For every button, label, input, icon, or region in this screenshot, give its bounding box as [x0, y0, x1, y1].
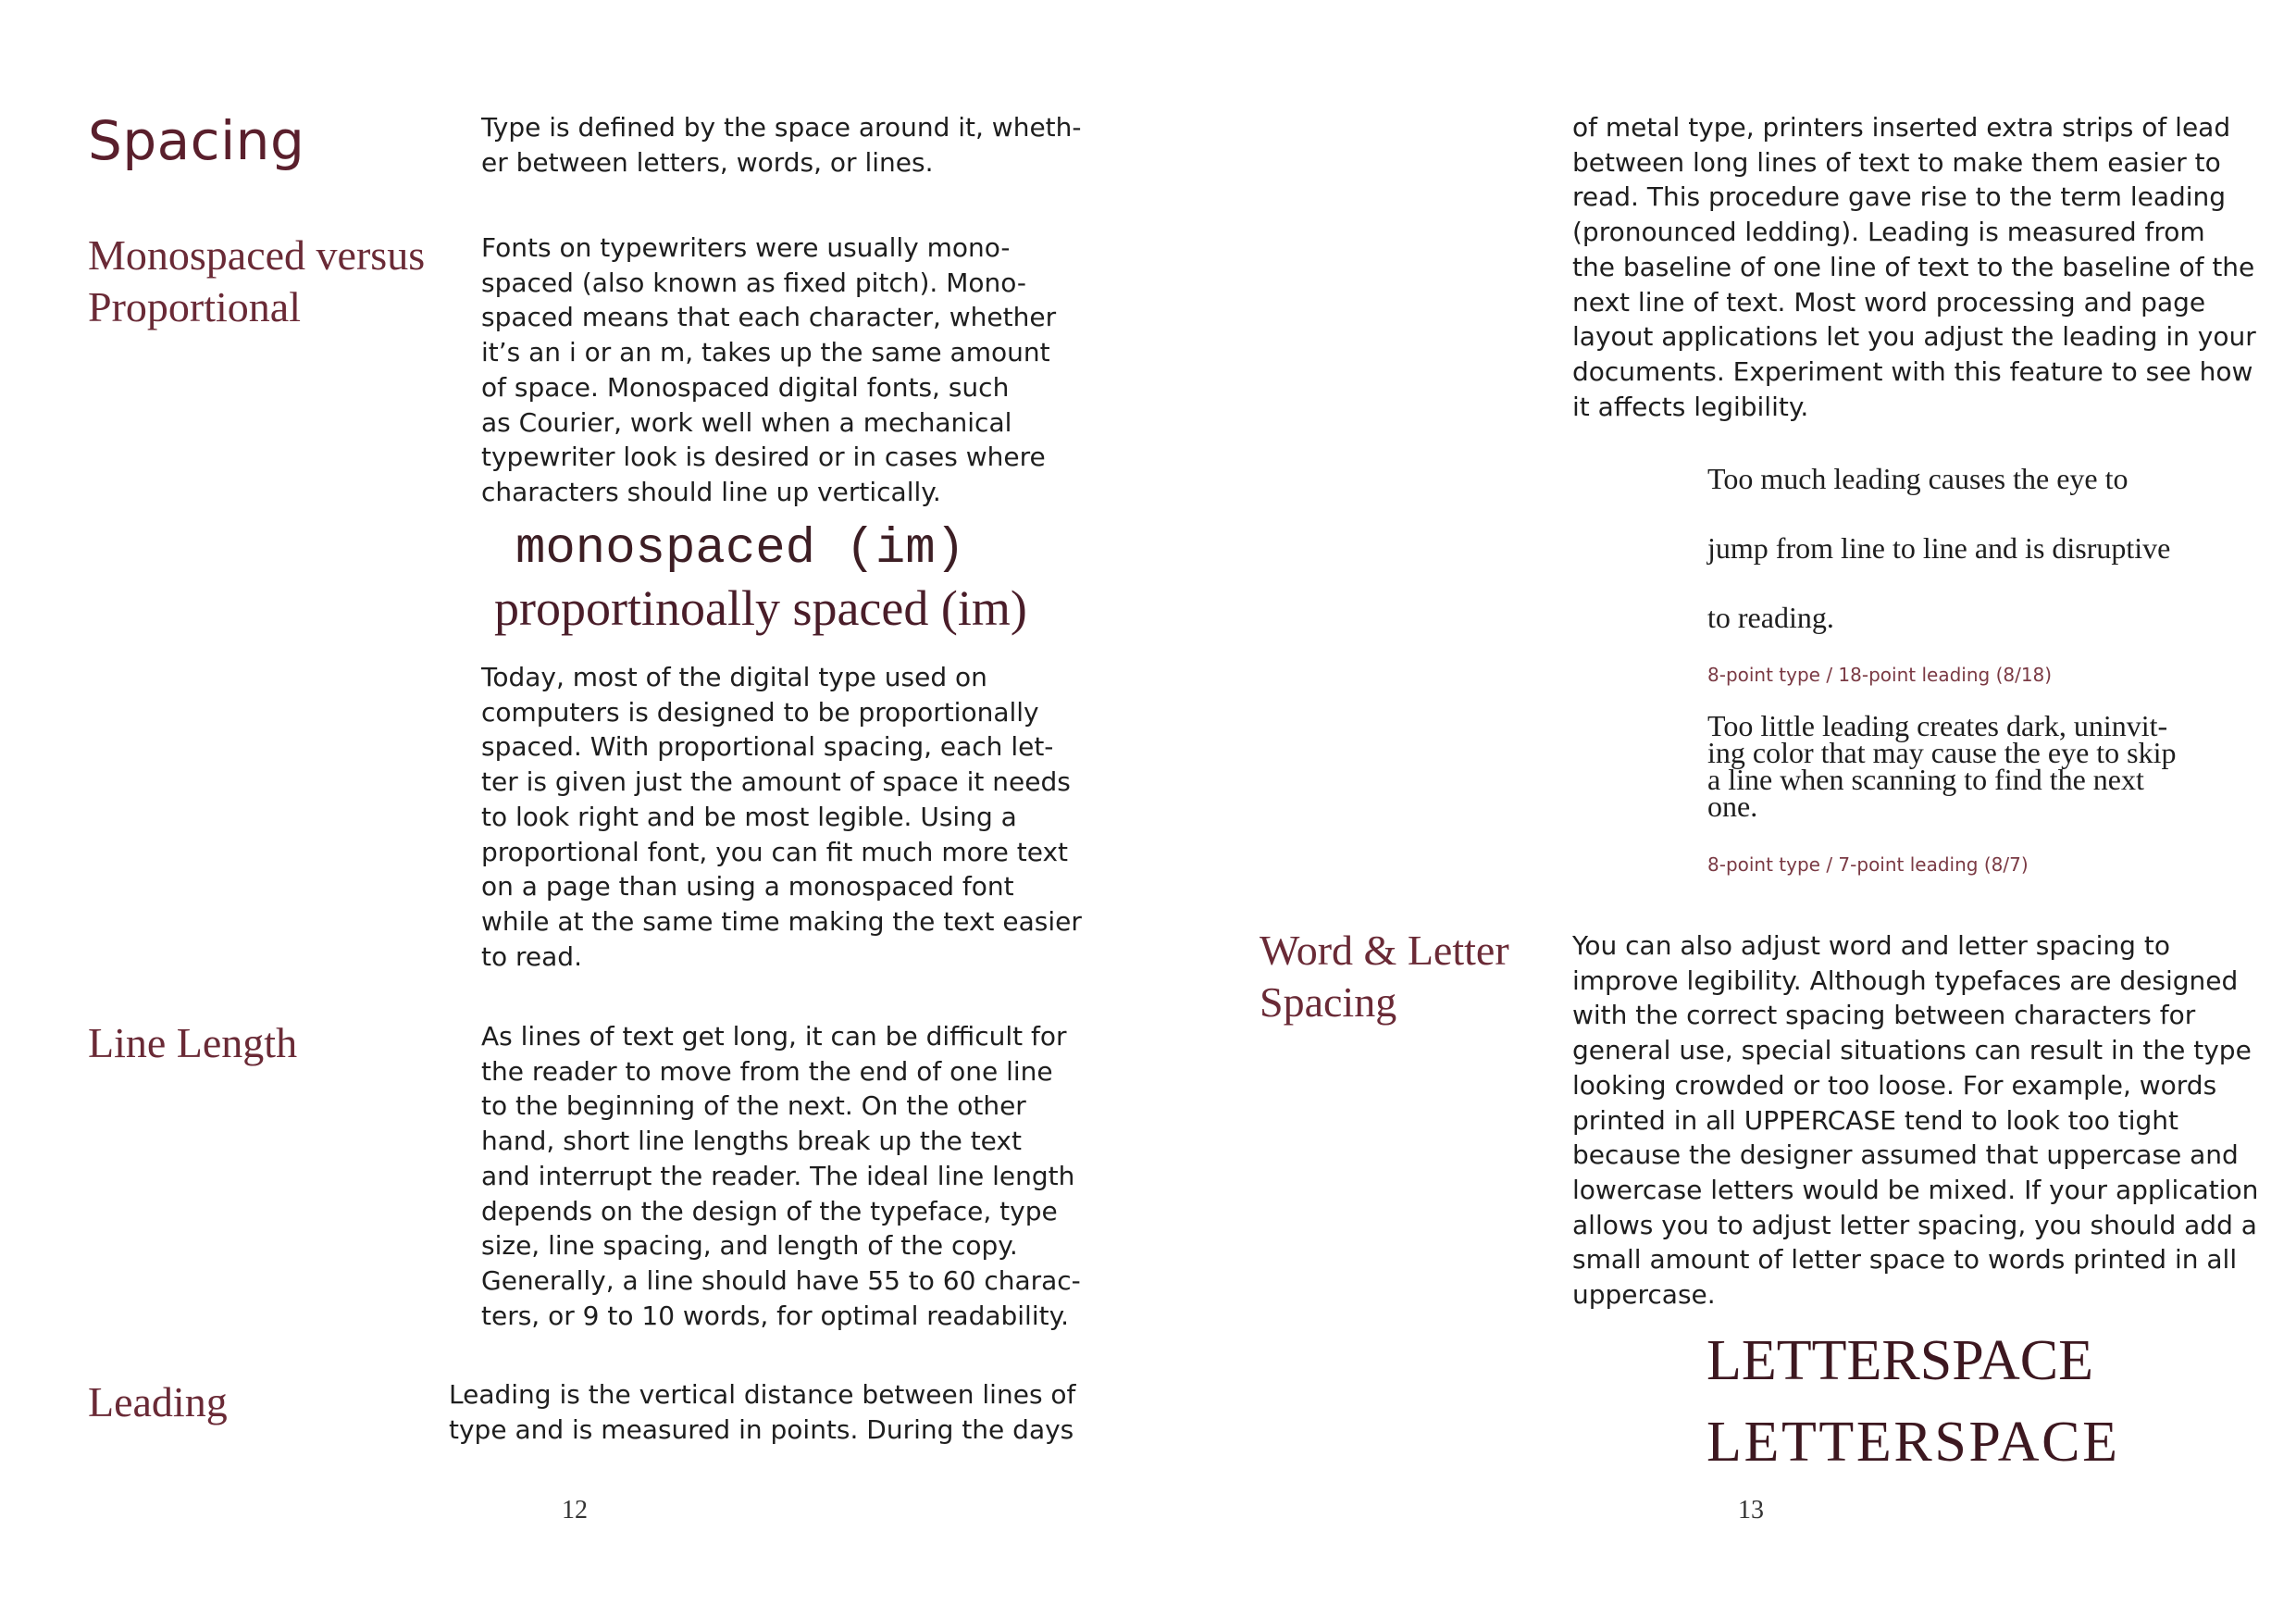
leading-continued-paragraph: of metal type, printers inserted extra strips of lead between long lines of text to make them easier to read. This procedure gave rise to the term leading (pronounced ledding). Leading is measured from the baseline of one line of text to the baseline of the next line of text. Most word processing and page layout applications let you adjust the leading in your documents. Experiment with this feature to see how it affects legibility. [1572, 112, 2256, 422]
tight-leading-caption: 8-point type / 7-point leading (8/7) [1707, 853, 2029, 876]
heading-monospaced-vs-proportional: Monospaced versus Proportional [88, 231, 426, 330]
proportional-paragraph: Today, most of the digital type used on computers is designed to be proportionally spaced. With proportional spacing, each let- ter is given just the amount of space it needs to look right and be most legible. Using a proportional font, you can fit much more text on a page than using a monospaced font while at the same time making the text easier to read. [481, 662, 1082, 972]
page-title: Spacing [88, 109, 305, 172]
heading-word-letter-spacing: Word & Letter Spacing [1260, 927, 1509, 1026]
loose-leading-example: Too much leading causes the eye to jump from line to line and is disruptive to reading. [1707, 462, 2171, 634]
word-letter-paragraph: You can also adjust word and letter spacing to improve legibility. Although typefaces are designed with the correct spacing between characters for general use, special situations can result in the type looking crowded or too loose. For example, words printed in all UPPERCASE tend to look too tight because the designer assumed that uppercase and lowercase letters would be mixed. If your application allows you to adjust letter spacing, you should add a small amount of letter space to words printed in all uppercase. [1572, 930, 2259, 1311]
intro-paragraph: Type is defined by the space around it, wheth- er between letters, words, or lines. [481, 112, 1082, 178]
tight-leading-example: Too little leading creates dark, uninvit- ing color that may cause the eye to skip a line when scanning to find the next one. [1707, 709, 2177, 823]
page-number-right: 13 [1738, 1496, 1764, 1525]
line-length-paragraph: As lines of text get long, it can be difficult for the reader to move from the end of one line to the beginning of the next. On the other hand, short line lengths break up the text and interrupt the reader. The ideal line length depends on the design of the typeface, type size, line spacing, and length of the copy. Generally, a line should have 55 to 60 charac- ters, or 9 to 10 words, for optimal readability. [481, 1021, 1081, 1331]
monospaced-paragraph: Fonts on typewriters were usually mono- spaced (also known as fixed pitch). Mono- spaced means that each character, whether it’s an i or an m, takes up the same amount of space. Monospaced digital fonts, such as Courier, work well when a mechanical typewriter look is desired or in cases where characters should line up vertically. [481, 232, 1057, 507]
right-page [1148, 0, 2296, 1618]
heading-leading: Leading [88, 1378, 228, 1425]
letterspace-sample-spaced: LETTERSPACE [1706, 1411, 2120, 1474]
leading-paragraph: Leading is the vertical distance between lines of type and is measured in points. During the days [449, 1379, 1076, 1445]
letterspace-sample-normal: LETTERSPACE [1706, 1329, 2093, 1392]
monospaced-sample: monospaced (im) [515, 521, 966, 578]
page-number-left: 12 [562, 1496, 588, 1525]
heading-line-length: Line Length [88, 1019, 298, 1066]
proportional-sample: proportinoally spaced (im) [494, 580, 1027, 636]
loose-leading-caption: 8-point type / 18-point leading (8/18) [1707, 664, 2053, 686]
